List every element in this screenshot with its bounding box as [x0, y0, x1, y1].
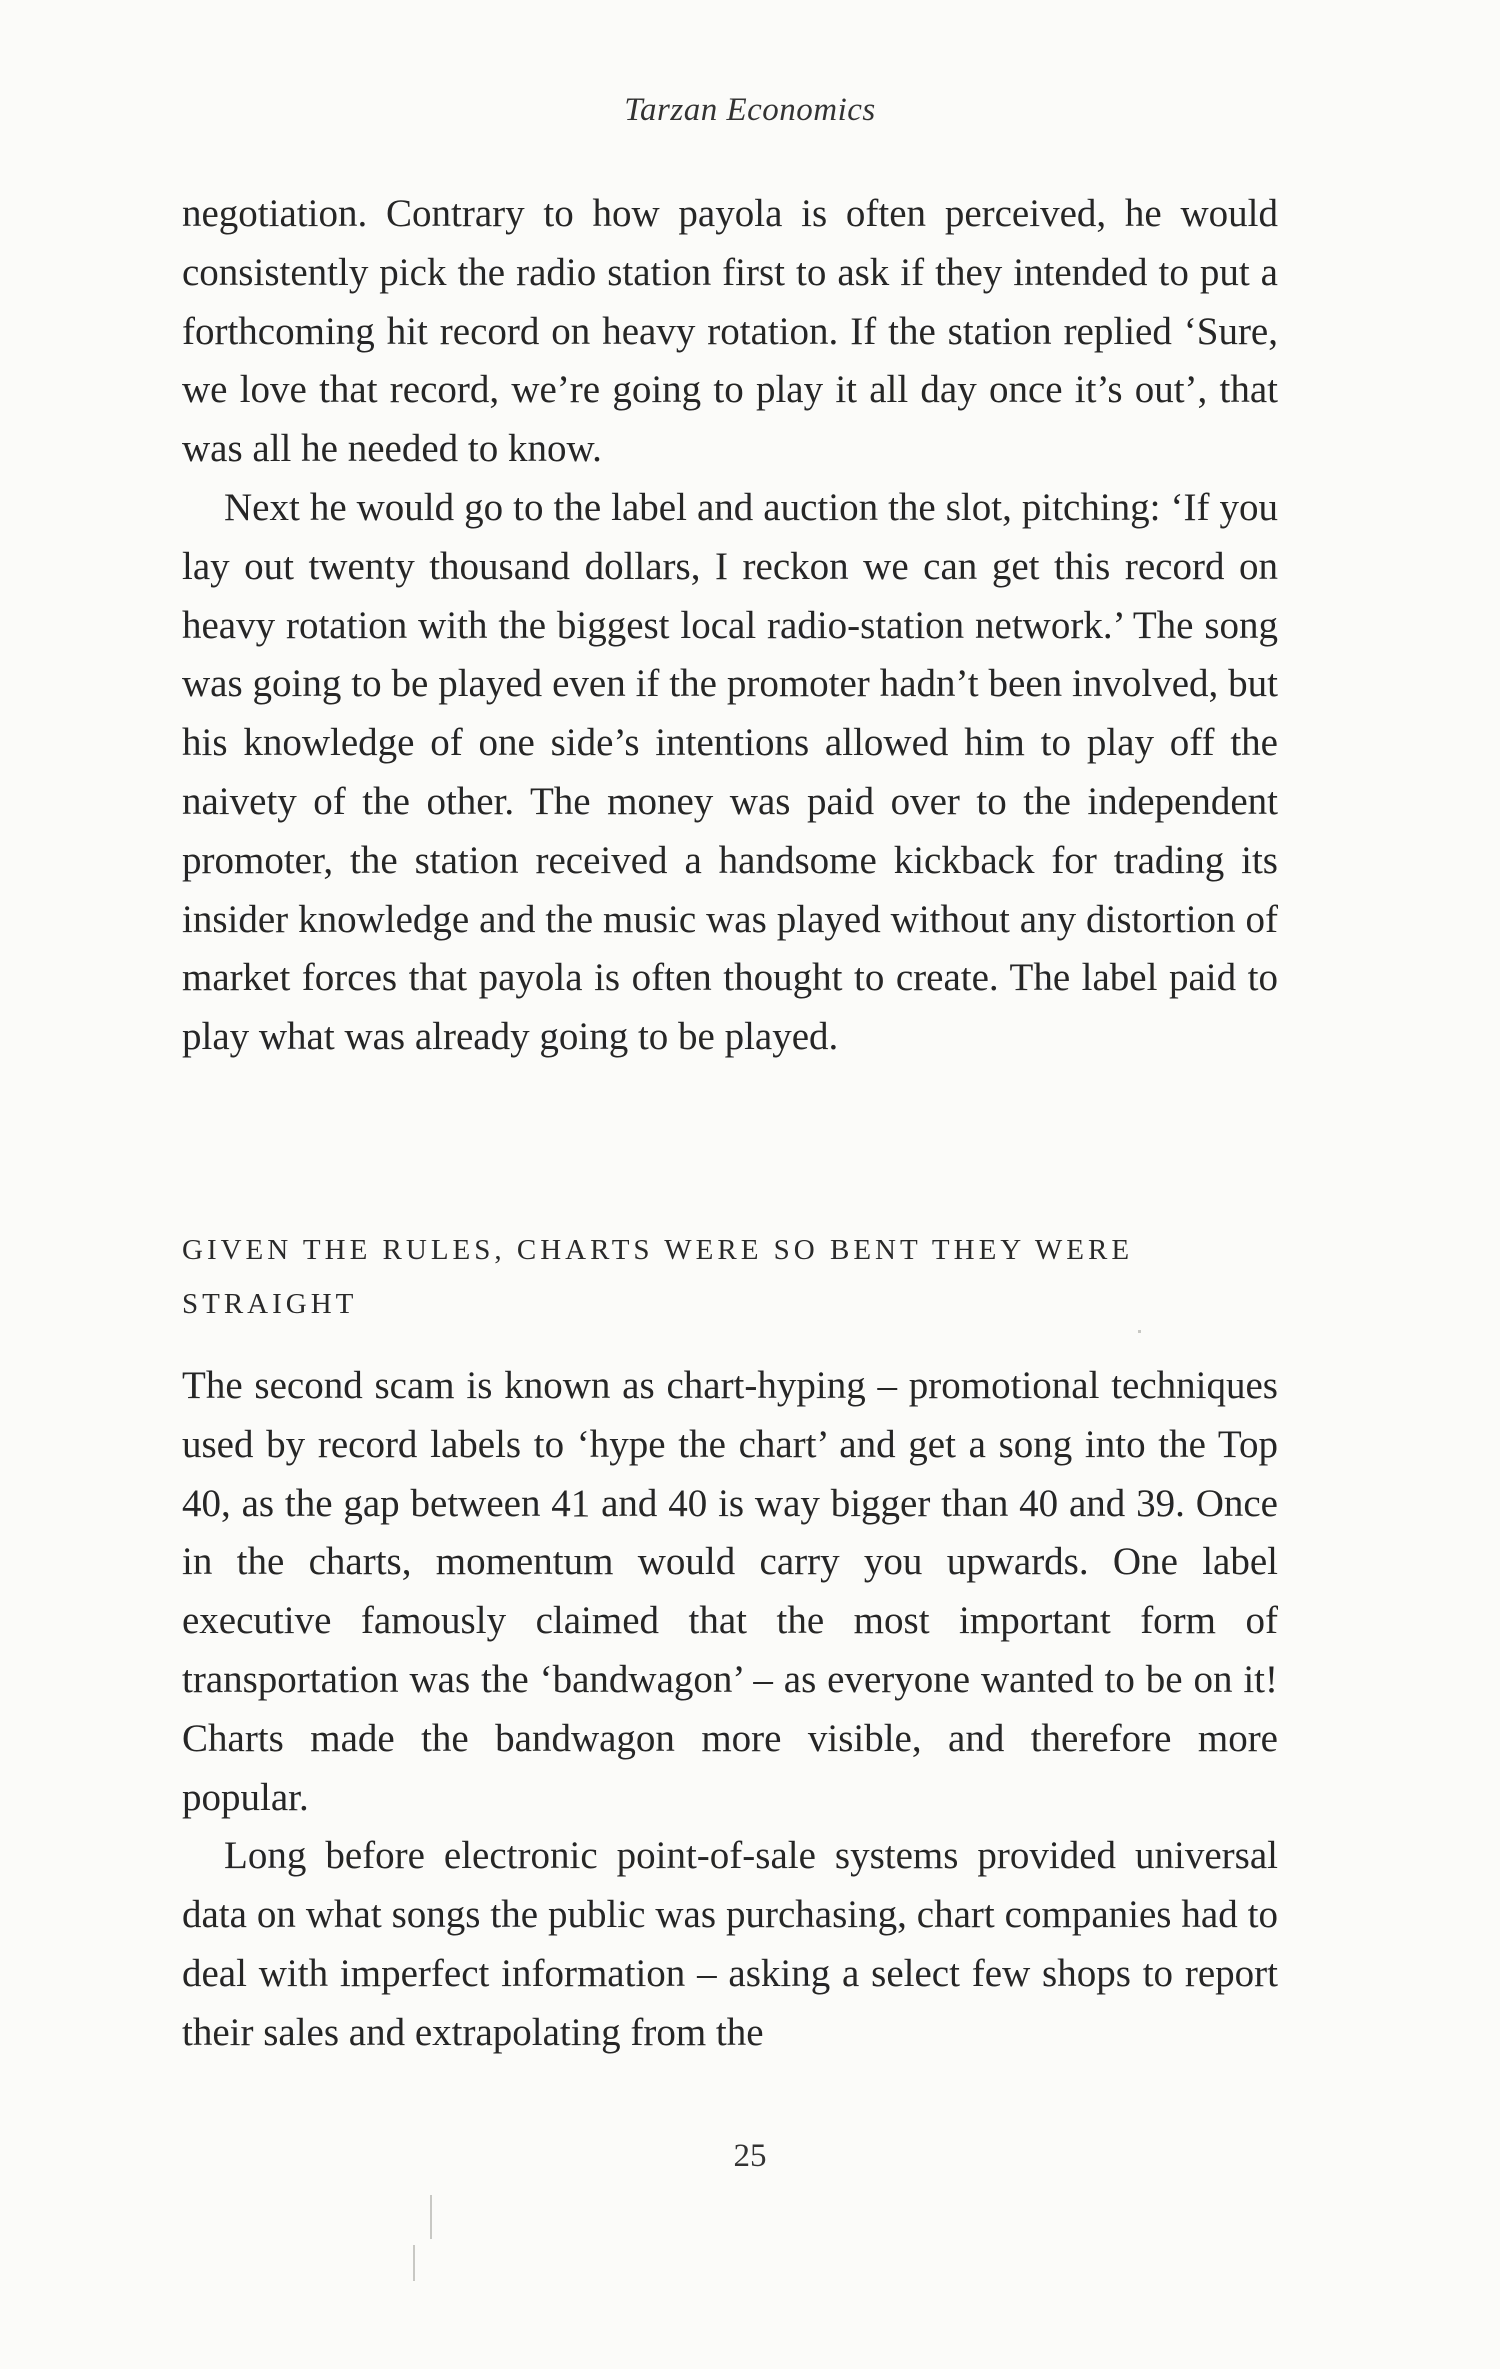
- scan-artifact: [413, 2245, 415, 2281]
- paragraph: negotiation. Contrary to how payola is often perceived, he would consistently pick the radio station first to ask if they intended to put a forthcoming hit record on heavy rotation. If the station replied ‘Sure, we love that record, we’re going to play it all day once it’s out’, that was all he needed to know.: [182, 192, 1278, 471]
- scan-artifact: [430, 2195, 432, 2239]
- scan-artifact: [1138, 1330, 1141, 1333]
- page-number: 25: [733, 2138, 767, 2174]
- running-head: Tarzan Economics: [624, 92, 876, 128]
- paragraph: Long before electronic point-of-sale systems provided universal data on what songs the public was purchasing, chart companies had to deal with imperfect information – asking a select few shops to report their sales and extrapolating from the: [182, 1834, 1278, 2054]
- paragraph: Next he would go to the label and auction the slot, pitching: ‘If you lay out twenty thousand dollars, I reckon we can get this record on heavy rotation with the biggest local radio-station network.’ The song was going to be played even if the promoter hadn’t been involved, but his knowledge of one side’s intentions allowed him to play off the naivety of the other. The money was paid over to the independent promoter, the station received a handsome kickback for trading its insider knowledge and the music was played without any distortion of market forces that payola is often thought to create. The label paid to play what was already going to be played.: [182, 485, 1278, 1059]
- body-text-section-two: [182, 1357, 1278, 2063]
- body-text-section-one: [182, 185, 1278, 1067]
- section-heading: GIVEN THE RULES, CHARTS WERE SO BENT THEY WERE STRAIGHT: [182, 1234, 1134, 1320]
- paragraph: The second scam is known as chart-hyping – promotional techniques used by record labels to ‘hype the chart’ and get a song into the Top 40, as the gap between 41 and 40 is way bigger than 40 and 39. Once in the charts, momentum would carry you upwards. One label executive famously claimed that the most important form of transportation was the ‘bandwagon’ – as everyone wanted to be on it! Charts made the bandwagon more visible, and therefore more popular.: [182, 1364, 1278, 1819]
